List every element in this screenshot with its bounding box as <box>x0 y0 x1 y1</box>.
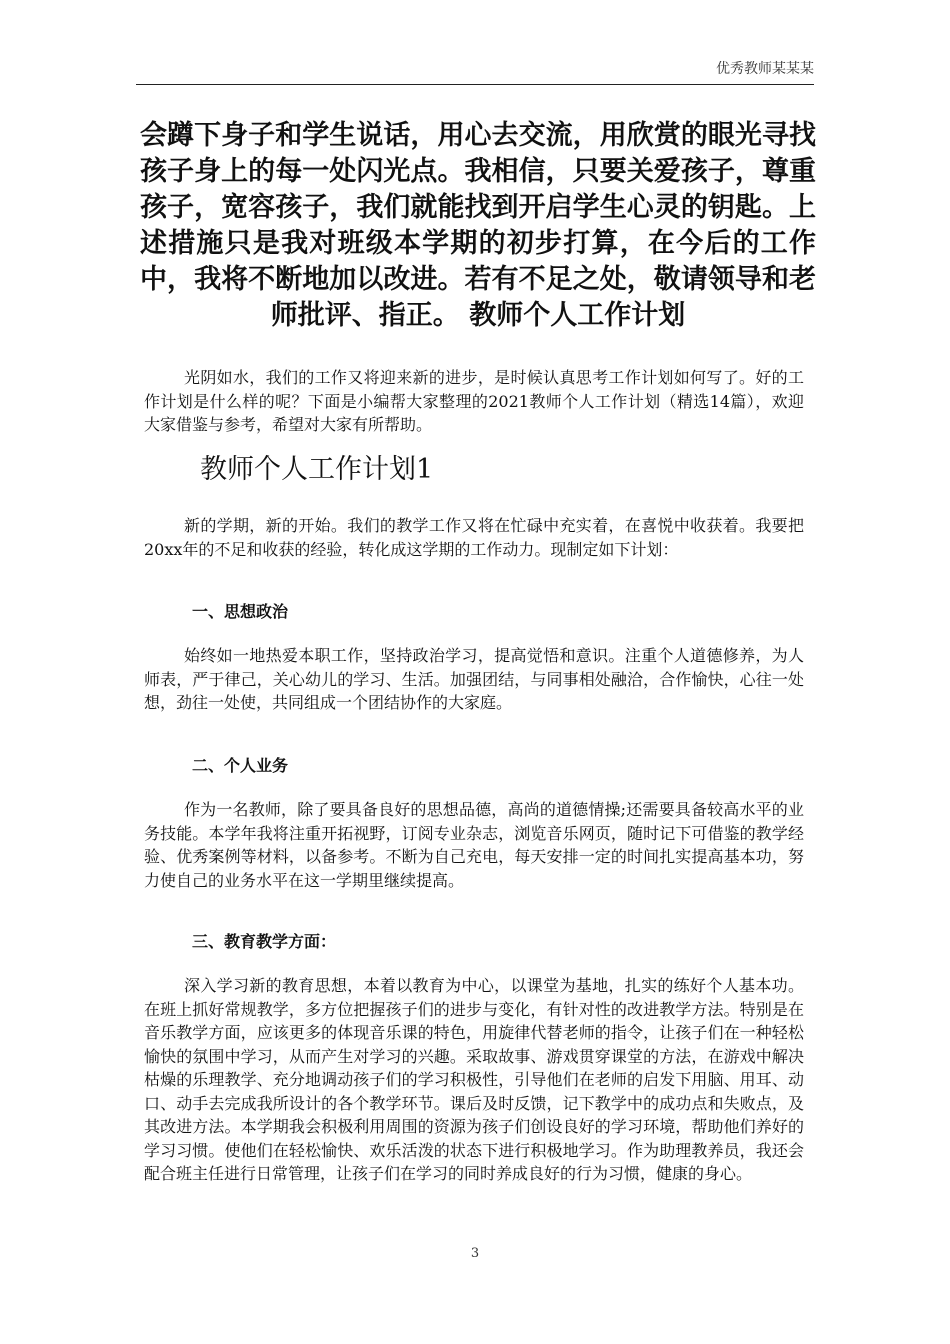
body-business: 作为一名教师，除了要具备良好的思想品德，高尚的道德情操;还需要具备较高水平的业务技能。本学年我将注重开拓视野，订阅专业杂志，浏览音乐网页，随时记下可借鉴的教学经验、优秀案例等材料，以备参考。不断为自己充电，每天安排一定的时间扎实提高基本功，努力使自己的业务水平在这一学期里继续提高。 <box>144 800 804 890</box>
opening-paragraph: 新的学期，新的开始。我们的教学工作又将在忙碌中充实着，在喜悦中收获着。我要把20xx年的不足和收获的经验，转化成这学期的工作动力。现制定如下计划： <box>144 516 804 559</box>
body-politics: 始终如一地热爱本职工作，坚持政治学习，提高觉悟和意识。注重个人道德修养，为人师表，严于律己，关心幼儿的学习、生活。加强团结，与同事相处融洽，合作愉快，心往一处想，劲往一处使，共同组成一个团结协作的大家庭。 <box>144 646 804 712</box>
heading-teaching: 三、教育教学方面： <box>192 932 337 951</box>
section-title: 教师个人工作计划1 <box>200 454 434 485</box>
header-author: 优秀教师某某某 <box>716 61 814 77</box>
page-header <box>136 58 814 85</box>
heading-politics: 一、思想政治 <box>192 602 289 621</box>
lead-paragraph: 光阴如水，我们的工作又将迎来新的进步，是时候认真思考工作计划如何写了。好的工作计划是什么样的呢？下面是小编帮大家整理的2021教师个人工作计划（精选14篇），欢迎大家借鉴与参考，希望对大家有所帮助。 <box>144 368 804 434</box>
page-number: 3 <box>470 1246 480 1261</box>
heading-business: 二、个人业务 <box>192 756 289 775</box>
body-teaching: 深入学习新的教育思想，本着以教育为中心，以课堂为基地，扎实的练好个人基本功。在班上抓好常规教学，多方位把握孩子们的进步与变化，有针对性的改进教学方法。特别是在音乐教学方面，应该更多的体现音乐课的特色，用旋律代替老师的指令，让孩子们在一种轻松愉快的氛围中学习，从而产生对学习的兴趣。采取故事、游戏贯穿课堂的方法，在游戏中解决枯燥的乐理教学、充分地调动孩子们的学习积极性，引导他们在老师的启发下用脑、用耳、动口、动手去完成我所设计的各个教学环节。课后及时反馈，记下教学中的成功点和失败点，及其改进方法。本学期我会积极利用周围的资源为孩子们创设良好的学习环境，帮助他们养好的学习习惯。使他们在轻松愉快、欢乐活泼的状态下进行积极地学习。作为助理教养员，我还会配合班主任进行日常管理，让孩子们在学习的同时养成良好的行为习惯，健康的身心。 <box>144 976 804 1183</box>
intro-bold-paragraph: 会蹲下身子和学生说话，用心去交流，用欣赏的眼光寻找孩子身上的每一处闪光点。我相信，只要关爱孩子，尊重孩子，宽容孩子，我们就能找到开启学生心灵的钥匙。上述措施只是我对班级本学期的初步打算，在今后的工作中，我将不断地加以改进。若有不足之处，敬请领导和老师批评、指正。 教师个人工作计划 <box>140 120 816 331</box>
